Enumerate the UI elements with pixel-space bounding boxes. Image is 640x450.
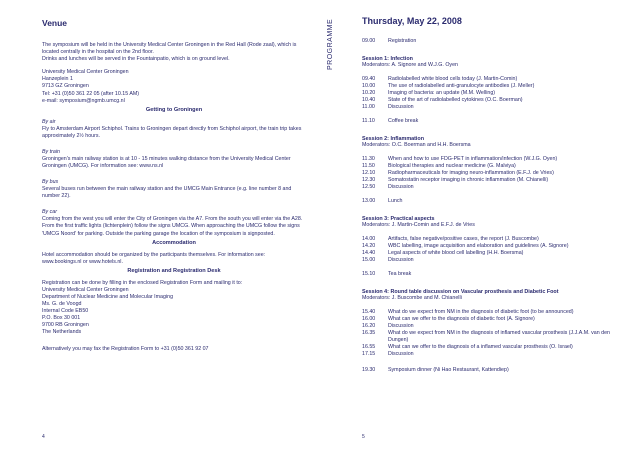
schedule-row: [362, 243, 630, 250]
schedule-row: [362, 257, 630, 264]
address-line: The Netherlands: [42, 329, 82, 336]
address-line: Department of Nuclear Medicine and Molecular Imaging: [42, 293, 174, 300]
schedule-row: [362, 271, 630, 278]
time: 10.40: [362, 97, 376, 103]
spine-text: PROGRAMME: [327, 18, 334, 70]
schedule-row: [362, 344, 630, 351]
schedule-row: [362, 198, 630, 205]
page-number: 4: [42, 434, 45, 440]
schedule-row: [362, 184, 630, 191]
session-moderators: Moderators: A. Signore and W.J.G. Oyen: [362, 62, 458, 68]
air-text: Fly to Amsterdam Airport Schiphol. Trains to Groningen depart directly from Schiphol airport, the train trip takes approximately 2½ hours.: [42, 125, 302, 139]
schedule-row: [362, 250, 630, 257]
schedule-row: [362, 177, 630, 184]
schedule-row: [362, 90, 630, 97]
registration-intro: Registration can be done by filling in the enclosed Registration Form and mailing it to:: [42, 279, 243, 286]
schedule-row: [362, 83, 630, 90]
schedule-row: [362, 309, 630, 316]
address-line: University Medical Center Groningen: [42, 286, 129, 293]
venue-drinks-paragraph: Drinks and lunches will be served in the Fountainpatio, which is on ground level.: [42, 56, 230, 63]
item: Discussion: [388, 257, 414, 263]
bus-text: Several buses run between the main railway station and the UMCG Main Entrance (e.g. line number 8 and number 22).: [42, 186, 292, 200]
time: 15.00: [362, 257, 376, 263]
schedule-row: [362, 323, 630, 330]
right-page: [320, 0, 640, 450]
time: 14.20: [362, 243, 376, 249]
time: 14.40: [362, 250, 376, 256]
item: Tea break: [388, 271, 412, 277]
schedule-row: [362, 97, 630, 104]
time: 09.40: [362, 76, 376, 82]
item: What can we offer to the diagnosis of diabetic foot (A. Signore): [388, 316, 535, 322]
car-mode: By car: [42, 209, 58, 216]
time: 16.55: [362, 344, 376, 350]
accommodation-text: Hotel accommodation should be organized by the participants themselves. For information see: www.bookings.nl or www.hotels.nl.: [42, 251, 266, 265]
day-title: Thursday, May 22, 2008: [362, 16, 462, 26]
address-phone: Tel: +31 (0)50 361 22 05 (after 10.15 AM): [42, 90, 140, 97]
item: What do we expect from NM in the diagnosis of inflamed vascular prosthesis (J.J.A.M. van den Dungen): [388, 330, 610, 343]
session-title: Session 4: Round table discussion on Vascular prosthesis and Diabetic Foot: [362, 289, 559, 295]
schedule-row: [362, 156, 630, 163]
item: WBC labelling, image acquisition and elaboration and guidelines (A. Signore): [388, 243, 569, 249]
time: 09.00: [362, 38, 376, 44]
item: Imaging of bacteria: an update (M.M. Welling): [388, 90, 496, 96]
item: Somatostatin receptor imaging in chronic inflammation (M. Chianelli): [388, 177, 549, 183]
item: Registration: [388, 38, 417, 44]
train-mode: By train: [42, 148, 60, 155]
accommodation-title: Accommodation: [152, 239, 196, 246]
session-title: Session 1: Infection: [362, 56, 413, 62]
train-text: Groningen's main railway station is at 10 - 15 minutes walking distance from the University Medical Center Groningen (UMCG). For information see: www.ns.nl: [42, 155, 291, 170]
time: 15.40: [362, 309, 376, 315]
address-line: University Medical Center Groningen: [42, 69, 129, 76]
venue-address: [42, 69, 306, 104]
item: Radiolabelled white blood cells today (J. Martin-Comin): [388, 76, 518, 82]
item: When and how to use FDG-PET in inflammation/infection (W.J.G. Oyen): [388, 156, 558, 162]
address-line: Ms. G. de Voogd: [42, 301, 82, 308]
time: 10.00: [362, 83, 376, 89]
item: The use of radiolabelled anti-granulocyte antibodies (J. Meller): [388, 83, 535, 89]
item: Artifacts, false negative/positive cases, the report (J. Buscombe): [388, 236, 539, 242]
time: 13.00: [362, 198, 376, 204]
session-title: Session 2: Inflammation: [362, 136, 425, 142]
time: 16.35: [362, 330, 376, 336]
item: Legal aspects of white blood cell labelling (H.H. Boersma): [388, 250, 524, 256]
item: Discussion: [388, 351, 414, 357]
item: Symposium dinner (Ni Hao Restaurant, Kattendiep): [388, 367, 509, 373]
time: 11.10: [362, 118, 375, 124]
item: State of the art of radiolabelled cytokines (O.C. Boerman): [388, 97, 523, 103]
time: 16.00: [362, 316, 376, 322]
fax-text: Alternatively you may fax the Registration Form to +31 (0)50 361 92 07: [42, 345, 209, 352]
item: Radiopharmaceuticals for imaging neuro-inflammation (E.F.J. de Vries): [388, 170, 554, 176]
item: Discussion: [388, 104, 414, 110]
schedule-row: [362, 367, 630, 374]
address-email: e-mail: symposium@ngmb.umcg.nl: [42, 97, 125, 104]
page-number: 5: [362, 434, 365, 440]
venue-paragraph: The symposium will be held in the University Medical Center Groningen in the Red Hall (Rode zaal), which is located centrally in the hospital on the 2nd floor.: [42, 42, 297, 56]
time: 15.10: [362, 271, 376, 277]
air-mode: By air: [42, 118, 56, 125]
time: 11.30: [362, 156, 375, 162]
schedule-row: [362, 104, 630, 111]
time: 10.20: [362, 90, 376, 96]
schedule-row: [362, 170, 630, 177]
schedule-row: [362, 236, 630, 243]
schedule-row: [362, 38, 630, 45]
time: 14.00: [362, 236, 376, 242]
car-text: Coming from the west you will enter the City of Groningen via the A7. From the south you will enter via the A28. From the first traffic lights (lichtenplein) follow the signs UMCG. When approaching the UMCG follow the signs 'UMCG Noord' for parking. Outside the parking garage the location of the symposium is signposted.: [42, 216, 303, 237]
address-line: Internal Code EB50: [42, 308, 89, 315]
time: 11.00: [362, 104, 375, 110]
session-moderators: Moderators: O.C. Boerman and H.H. Boersma: [362, 142, 471, 148]
schedule-row: [362, 118, 630, 125]
address-line: P.O. Box 30 001: [42, 315, 81, 322]
registration-address: [42, 287, 306, 337]
item: What do we expect from NM in the diagnosis of diabetic foot (to be announced): [388, 309, 574, 315]
time: 12.10: [362, 170, 376, 176]
venue-title: Venue: [42, 18, 68, 28]
time: 12.50: [362, 184, 376, 190]
item: Coffee break: [388, 118, 419, 124]
item: Discussion: [388, 323, 414, 329]
address-line: Hanzeplein 1: [42, 76, 73, 83]
schedule-row: [362, 330, 630, 344]
time: 19.30: [362, 367, 376, 373]
time: 11.50: [362, 163, 375, 169]
item: Lunch: [388, 198, 403, 204]
registration-title: Registration and Registration Desk: [127, 267, 221, 274]
item: Discussion: [388, 184, 414, 190]
time: 16.20: [362, 323, 376, 329]
session-moderators: Moderators: J. Buscombe and M. Chianelli: [362, 295, 462, 301]
address-line: 9713 GZ Groningen: [42, 83, 89, 90]
schedule-row: [362, 163, 630, 170]
bus-mode: By bus: [42, 179, 59, 186]
schedule-row: [362, 76, 630, 83]
address-line: 9700 RB Groningen: [42, 322, 89, 329]
time: 12.30: [362, 177, 376, 183]
session-moderators: Moderators: J. Martin-Comin and E.F.J. de Vries: [362, 222, 475, 228]
schedule-row: [362, 351, 630, 358]
item: What can we offer to the diagnosis of a inflamed vascular prosthesis (O. Israel): [388, 344, 573, 350]
schedule-row: [362, 316, 630, 323]
session-title: Session 3: Practical aspects: [362, 216, 435, 222]
item: Biological therapies and nuclear medicine (G. Malviya): [388, 163, 516, 169]
getting-title: Getting to Groningen: [145, 106, 203, 113]
time: 17.15: [362, 351, 376, 357]
